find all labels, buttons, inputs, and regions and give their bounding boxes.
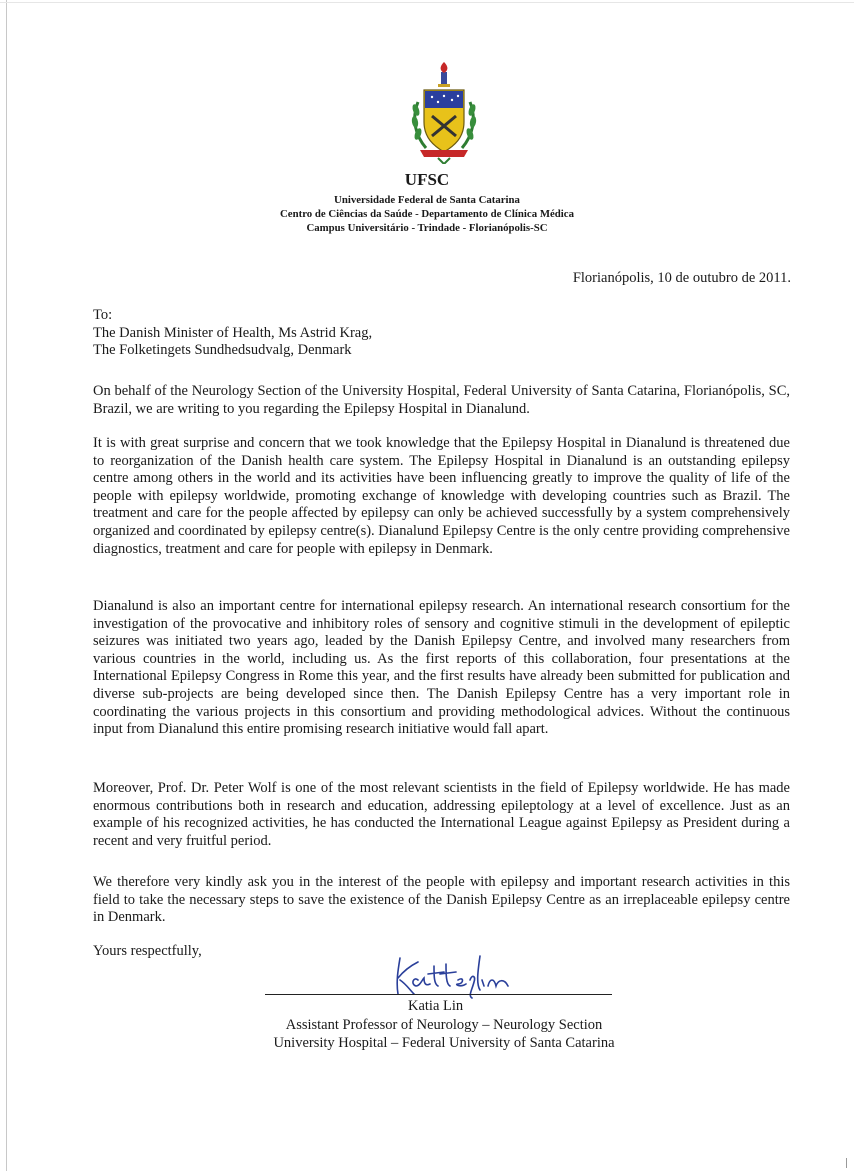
scan-mark [846, 1158, 847, 1168]
header-centre: Centro de Ciências da Saúde - Departamento de Clínica Médica [280, 208, 574, 220]
recipient-line-2: The Folketingets Sundhedsudvalg, Denmark [93, 342, 352, 359]
body-paragraph-4 [93, 780, 790, 850]
signatory-name: Katia Lin [408, 998, 464, 1014]
signature-line [265, 994, 612, 995]
recipient-salutation: To: [93, 307, 113, 323]
body-paragraph-1 [93, 383, 790, 418]
page-edge-top [0, 2, 854, 3]
signatory-affiliation: University Hospital – Federal University of Santa Catarina [273, 1035, 615, 1051]
header-campus: Campus Universitário - Trindade - Florianópolis-SC [306, 222, 548, 234]
recipient-line-1: The Danish Minister of Health, Ms Astrid Krag, [93, 324, 373, 341]
paragraph-text: Dianalund is also an important centre for international epilepsy research. An international research consortium for the investigation of the provocative and inhibitory roles of sensory and cognitive stimuli in the development of epileptic seizures was initiated two years ago, leaded by the Danish Epilepsy Centre, and involved many researchers from various countries in the world, including us. As the first reports of this collaboration, four presentations at the International Epilepsy Congress in Rome this year, and the first results have already been submitted for publication and diverse sub-projects are being developed since then. The Danish Epilepsy Centre has a very important role in coordinating the various projects in this consortium and providing methodological advices. Without the continuous input from Dianalund this entire promising research initiative would fall apart. [93, 598, 790, 738]
paragraph-text: On behalf of the Neurology Section of the University Hospital, Federal University of Santa Catarina, Florianópolis, SC, Brazil, we are writing to you regarding the Epilepsy Hospital in Dianalund. [93, 383, 790, 417]
header-university: Universidade Federal de Santa Catarina [334, 194, 520, 206]
letter-date: Florianópolis, 10 de outubro de 2011. [572, 270, 791, 286]
recipient-address [93, 307, 790, 360]
closing-phrase: Yours respectfully, [93, 943, 202, 959]
header-acronym: UFSC [404, 170, 450, 189]
paragraph-text: Moreover, Prof. Dr. Peter Wolf is one of the most relevant scientists in the field of Epilepsy worldwide. He has made enormous contributions both in research and education, addressing epileptology at a level of excellence. Just as an example of his recognized activities, he has conducted the International League against Epilepsy as President during a recent and very fruitful period. [93, 780, 790, 849]
ufsc-crest-logo [408, 62, 480, 164]
body-paragraph-5 [93, 874, 790, 927]
paragraph-text: It is with great surprise and concern that we took knowledge that the Epilepsy Hospital in Dianalund is threatened due to reorganization of the Danish health care system. The Epilepsy Hospital in Dianalund is an outstanding epilepsy centre among others in the world and its activities have been influencing greatly to improve the quality of life of the people with epilepsy worldwide, promoting exchange of knowledge with developing countries such as Brazil. The treatment and care for the people affected by epilepsy can only be achieved successfully by a system comprehensively organized and coordinated by epilepsy centre(s). Dianalund Epilepsy Centre is the only centre providing comprehensive diagnostics, treatment and care for people with epilepsy in Denmark. [93, 435, 790, 557]
body-paragraph-2 [93, 435, 790, 558]
paragraph-text: We therefore very kindly ask you in the interest of the people with epilepsy and important research activities in this field to take the necessary steps to save the existence of the Danish Epilepsy Centre as an irreplaceable epilepsy centre in Denmark. [93, 874, 790, 926]
handwritten-signature [388, 950, 518, 1000]
body-paragraph-3 [93, 598, 790, 739]
signatory-title: Assistant Professor of Neurology – Neurology Section [285, 1017, 603, 1033]
